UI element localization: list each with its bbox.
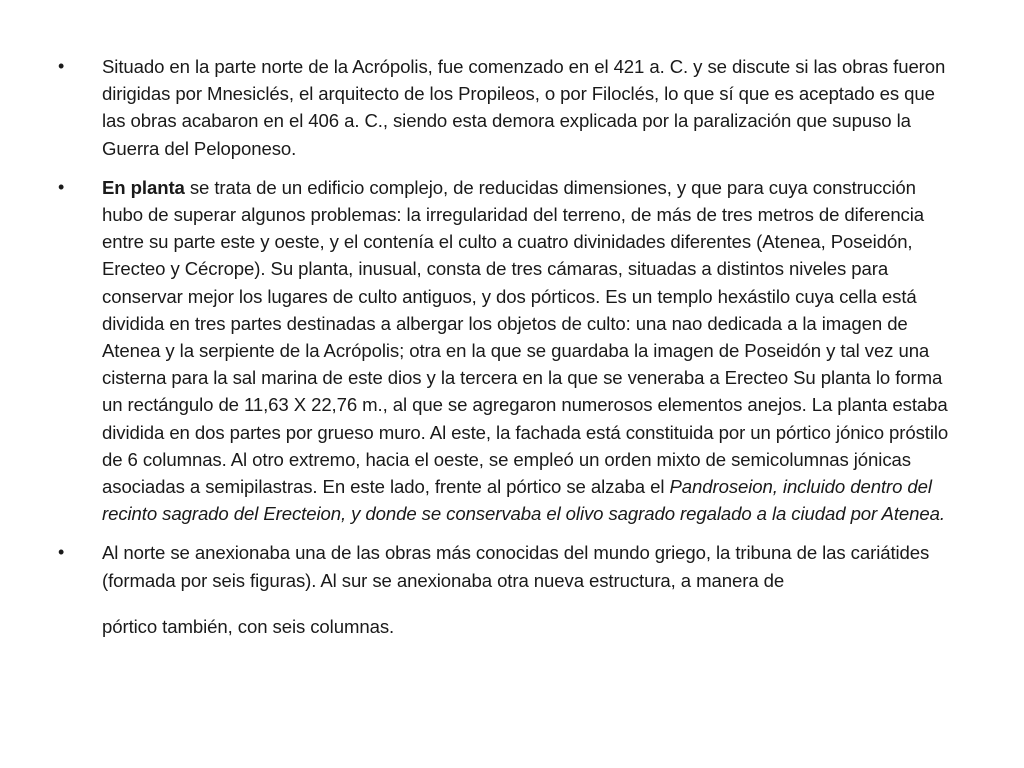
bullet-item-3 — [58, 539, 958, 640]
bullet-icon: • — [58, 56, 65, 76]
bullet-icon: • — [58, 176, 65, 197]
bullet-item-2 — [58, 174, 958, 528]
bullet-item-1 — [58, 53, 958, 162]
bullet-list — [58, 53, 958, 640]
bullet-icon: • — [58, 542, 65, 563]
bullet-text-2: se trata de un edificio complejo, de reducidas dimensiones, y que para cuya construcción hubo de superar algunos problemas: la irregularidad del terreno, de más de tres metros de diferencia entre su parte este y oeste, y el contenía el culto a cuatro divinidades diferentes (Atenea, Poseidón, Erecteo y Cécrope). Su planta, inusual, consta de tres cámaras, situadas a distintos niveles para conservar mejor los lugares de culto antiguos, y dos pórticos. Es un templo hexástilo cuya cella está dividida en tres partes destinadas a albergar los objetos de culto: una nao dedicada a la imagen de Atenea y la serpiente de la Acrópolis; otra en la que se guardaba la imagen de Poseidón y tal vez una cisterna para la sal marina de este dios y la tercera en la que se veneraba a Erecteo Su planta lo forma un rectángulo de 11,63 X 22,76 m., al que se agregaron numerosos elementos anejos. La planta estaba dividida en dos partes por grueso muro. Al este, la fachada está constituida por un pórtico jónico próstilo de 6 columnas. Al otro extremo, hacia el oeste, se empleó un orden mixto de semicolumnas jónicas asociadas a semipilastras. En este lado, frente al pórtico se alzaba el — [102, 176, 949, 498]
bullet-text-3: Al norte se anexionaba una de las obras más conocidas del mundo griego, la tribuna de las cariátides (formada por seis figuras). Al sur se anexionaba otra nueva estructura, a manera de — [102, 542, 930, 591]
bullet-text-1: Situado en la parte norte de la Acrópolis, fue comenzado en el 421 a. C. y se discute si las obras fueron dirigidas por Mnesiclés, el arquitecto de los Propileos, o por Filoclés, lo que sí que es aceptado es que las obras acabaron en el 406 a. C., siendo esta demora explicada por la paralización que supuso la Guerra del Peloponeso. — [102, 56, 946, 159]
bullet-italic-tail: Pandroseion, incluido dentro del recinto sagrado del Erecteion, y donde se conservaba el olivo sagrado regalado a la ciudad por Atenea. — [102, 476, 945, 525]
bullet-text-3-continued: pórtico también, con seis columnas. — [102, 615, 395, 637]
bullet-bold-lead: En planta — [102, 176, 185, 198]
